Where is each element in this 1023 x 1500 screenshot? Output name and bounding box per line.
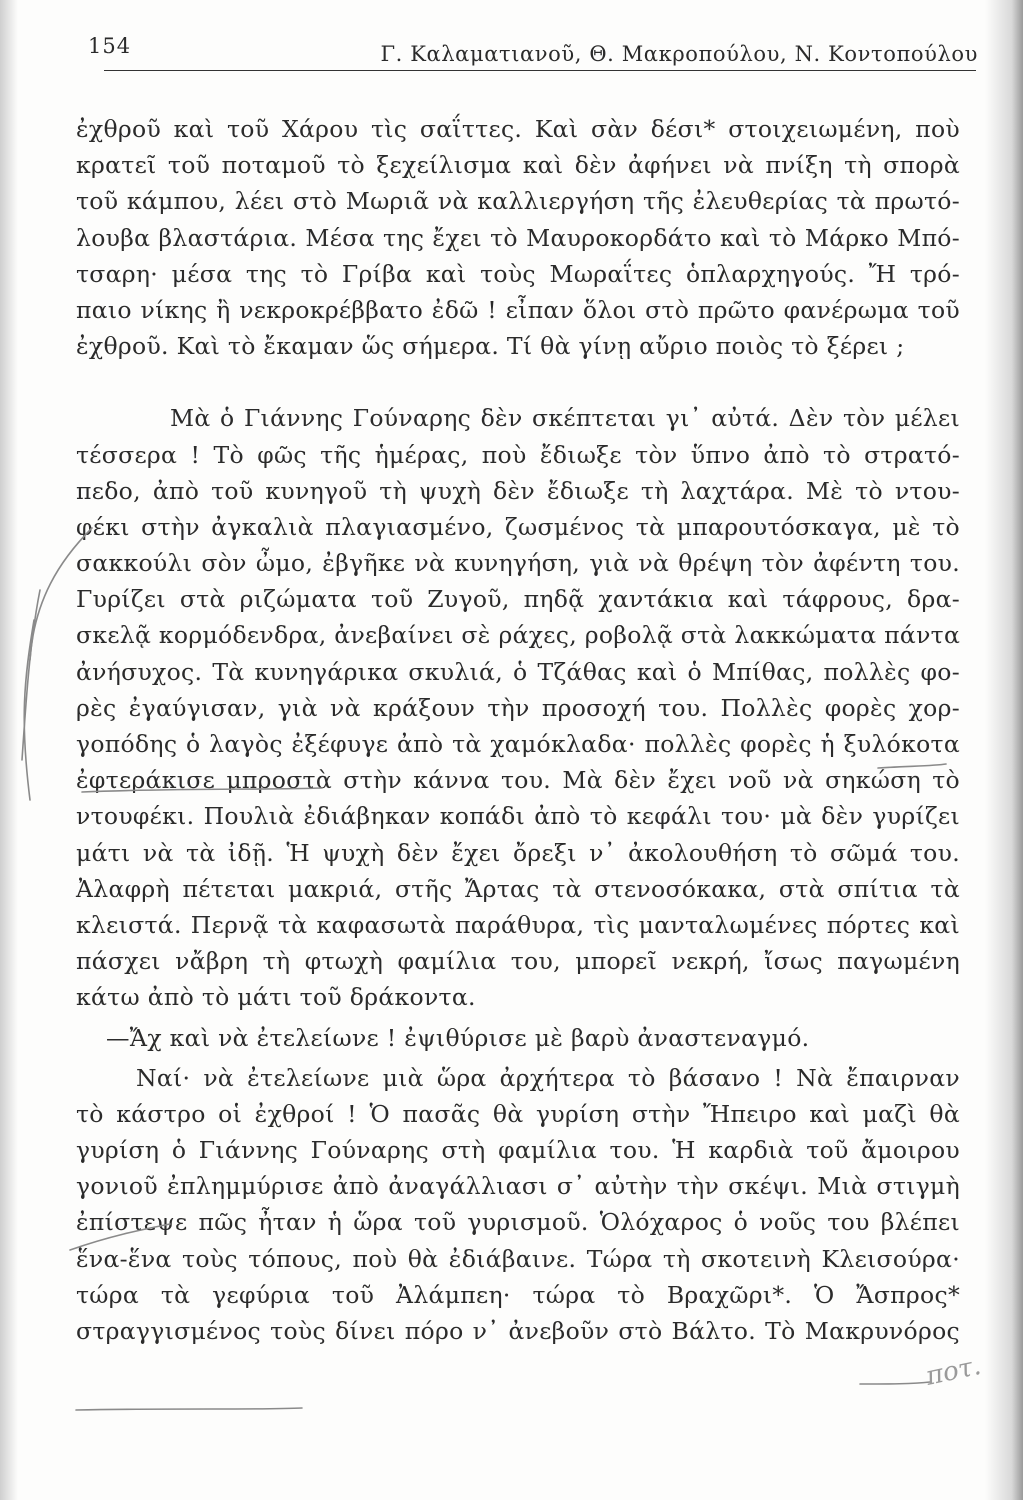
text-line: τὸ κάστρο οἱ ἐχθροί ! Ὁ πασᾶς θὰ γυρίση στὴν Ἤπειρο καὶ μαζὶ θὰ	[76, 1099, 960, 1128]
text-line: τώρα τὰ γεφύρια τοῦ Ἀλάμπεη· τώρα τὸ Βραχῶρι*. Ὁ Ἄσπρος*	[76, 1280, 960, 1309]
text-line: ἐχθροῦ καὶ τοῦ Χάρου τὶς σαΐττες. Καὶ σὰν δέσι* στοιχειωμένη, ποὺ	[76, 115, 960, 143]
text-line: ἐχθροῦ. Καὶ τὸ ἔκαμαν ὥς σήμερα. Τί θὰ γίνῃ αὔριο ποιὸς τὸ ξέρει ;	[76, 332, 905, 361]
binding-shadow	[0, 0, 18, 1500]
text-line: σακκούλι σὸν ὦμο, ἐβγῆκε νὰ κυνηγήση, γιὰ νὰ θρέψη τὸν ἀφέντη του.	[76, 549, 960, 578]
underline-pencil-mark	[860, 1382, 930, 1384]
text-line: γονιοῦ ἐπλημμύρισε ἀπὸ ἀναγάλλιασι σ᾽ αὐτὴν τὴν σκέψι. Μιὰ στιγμὴ	[76, 1172, 960, 1201]
text-line: ρὲς ἐγαύγισαν, γιὰ νὰ κράξουν τὴν προσοχή του. Πολλὲς φορὲς χορ-	[76, 693, 960, 722]
margin-pencil-stroke	[22, 590, 40, 760]
text-line: ἀνήσυχος. Τὰ κυνηγάρικα σκυλιά, ὁ Τζάθας καὶ ὁ Μπίθας, πολλὲς φο-	[76, 657, 960, 686]
text-line: Μὰ ὁ Γιάννης Γούναρης δὲν σκέπτεται γι᾽ αὐτά. Δὲν τὸν μέλει	[170, 404, 960, 433]
page-edge-shadow	[985, 0, 1023, 1500]
text-line: στραγγισμένος τοὺς δίνει πόρο ν᾽ ἀνεβοῦν στὸ Βάλτο. Τὸ Μακρυνόρος	[76, 1317, 960, 1345]
paragraph-gap	[76, 364, 960, 400]
text-line: τοῦ κάμπου, λέει στὸ Μωριᾶ νὰ καλλιεργήση τῆς ἐλευθερίας τὰ πρωτό-	[76, 187, 960, 216]
text-line: παιο νίκης ἢ νεκροκρέββατο ἐδῶ ! εἶπαν ὅλοι στὸ πρῶτο φανέρωμα τοῦ	[76, 295, 960, 324]
text-line: φέκι στὴν ἀγκαλιὰ πλαγιασμένο, ζωσμένος τὰ μπαρουτόσκαγα, μὲ τὸ	[76, 512, 960, 541]
running-head	[88, 34, 978, 68]
text-line: σκελᾷ κορμόδενδρα, ἀνεβαίνει σὲ ράχες, ροβολᾷ στὰ λακκώματα πάντα	[76, 621, 961, 650]
text-line: ντουφέκι. Πουλιὰ ἐδιάβηκαν κοπάδι ἀπὸ τὸ κεφάλι του· μὰ δὲν γυρίζει	[76, 802, 960, 831]
text-line: κρατεῖ τοῦ ποταμοῦ τὸ ξεχείλισμα καὶ δὲν ἀφήνει νὰ πνίξη τὴ σπορὰ	[76, 151, 960, 180]
text-line: μάτι νὰ τὰ ἰδῇ. Ἡ ψυχὴ δὲν ἔχει ὄρεξι ν᾽ ἀκολουθήση τὸ σῶμά του.	[76, 838, 960, 867]
dialogue-line: —Ἄχ καὶ νὰ ἐτελείωνε ! ἐψιθύρισε μὲ βαρὺ ἀναστεναγμό.	[106, 1023, 810, 1052]
text-line: ἐφτεράκισε μπροστὰ στὴν κάννα του. Μὰ δὲν ἔχει νοῦ νὰ σηκώση τὸ	[76, 766, 960, 795]
text-line: πεδο, ἀπὸ τοῦ κυνηγοῦ τὴ ψυχὴ δὲν ἔδιωξε τὴ λαχτάρα. Μὲ τὸ ντου-	[76, 476, 960, 505]
margin-note-text: ποτ.	[923, 1350, 984, 1392]
underline-pencil-mark	[76, 1408, 302, 1410]
body-text	[76, 111, 960, 1349]
text-line: πάσχει νἄβρη τὴ φτωχὴ φαμίλια του, μπορεῖ νεκρή, ἴσως παγωμένη	[76, 947, 960, 976]
text-line: Ναί· νὰ ἐτελείωνε μιὰ ὥρα ἀρχήτερα τὸ βάσανο ! Νὰ ἔπαιρναν	[136, 1063, 960, 1092]
text-line: ἕνα-ἕνα τοὺς τόπους, ποὺ θὰ ἐδιάβαινε. Τώρα τὴ σκοτεινὴ Κλεισούρα·	[76, 1244, 960, 1273]
page-number: 154	[88, 34, 132, 58]
header-rule	[104, 70, 976, 71]
margin-pencil-stroke	[24, 620, 34, 800]
text-line: γοπόδης ὁ λαγὸς ἐξέφυγε ἀπὸ τὰ χαμόκλαδα· πολλὲς φορὲς ἡ ξυλόκοτα	[76, 730, 960, 758]
text-line: ἐπίστεψε πῶς ἦταν ἡ ὥρα τοῦ γυρισμοῦ. Ὁλόχαρος ὁ νοῦς του βλέπει	[76, 1208, 960, 1237]
header-authors: Γ. Καλαματιανοῦ, Θ. Μακροπούλου, Ν. Κοντοπούλου	[380, 42, 978, 66]
text-line: τσαρη· μέσα της τὸ Γρίβα καὶ τοὺς Μωραΐτες ὁπλαρχηγούς. Ἤ τρό-	[76, 259, 960, 288]
text-line: γυρίση ὁ Γιάννης Γούναρης στὴ φαμίλια του. Ἡ καρδιὰ τοῦ ἄμοιρου	[76, 1136, 960, 1165]
text-line: Ἀλαφρὴ πέτεται μακριά, στῆς Ἄρτας τὰ στενοσόκακα, στὰ σπίτια τὰ	[76, 874, 960, 903]
text-line: κλειστά. Περνᾷ τὰ καφασωτὰ παράθυρα, τὶς μανταλωμένες πόρτες καὶ	[76, 910, 960, 939]
text-line: κάτω ἀπὸ τὸ μάτι τοῦ δράκοντα.	[76, 983, 476, 1012]
text-line: τέσσερα ! Τὸ φῶς τῆς ἡμέρας, ποὺ ἔδιωξε τὸν ὕπνο ἀπὸ τὸ στρατό-	[76, 440, 960, 469]
text-line: Γυρίζει στὰ ριζώματα τοῦ Ζυγοῦ, πηδᾷ χαντάκια καὶ τάφρους, δρα-	[76, 585, 960, 614]
text-line: λουβα βλαστάρια. Μέσα της ἔχει τὸ Μαυροκορδάτο καὶ τὸ Μάρκο Μπό-	[76, 223, 960, 252]
